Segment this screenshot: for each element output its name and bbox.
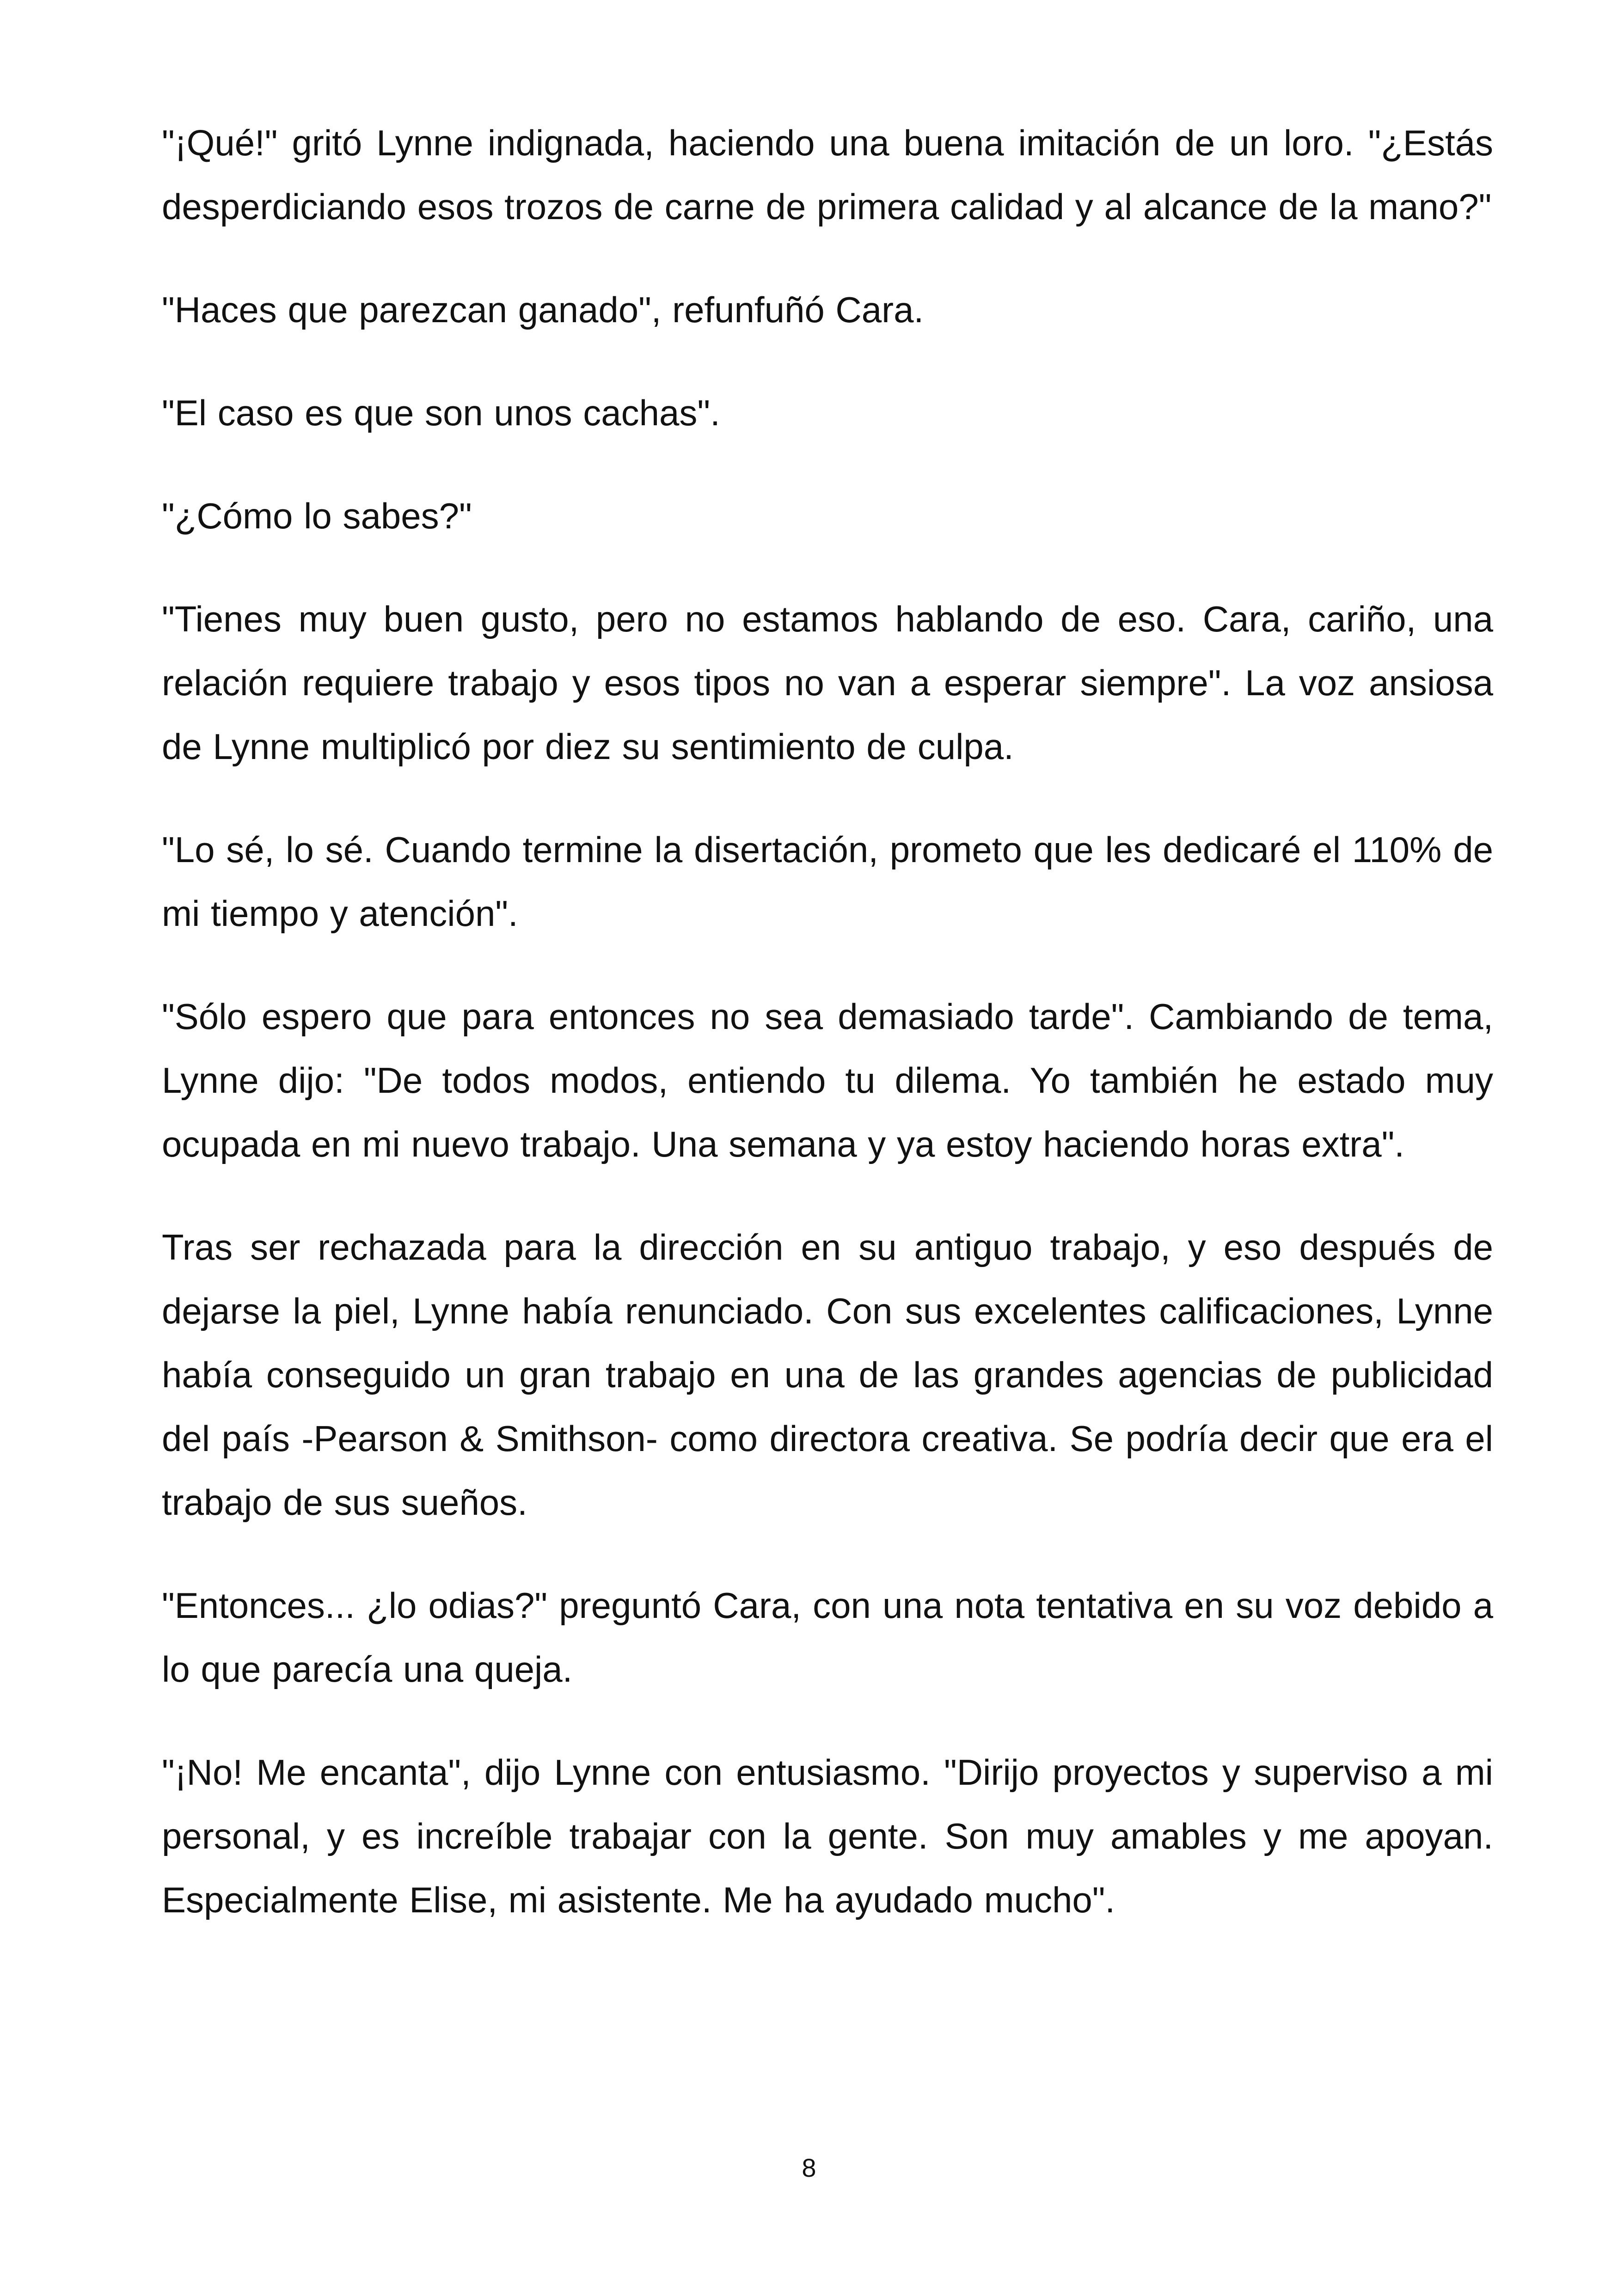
paragraph: "El caso es que son unos cachas". (162, 392, 720, 433)
paragraph: "¡No! Me encanta", dijo Lynne con entusiasmo. "Dirijo proyectos y superviso a mi personal, y es increíble trabajar con la gente. Son muy amables y me apoyan. Especialmente Elise, mi asistente. Me ha ayudado mucho". (162, 1752, 1493, 1920)
paragraph: Tras ser rechazada para la dirección en su antiguo trabajo, y eso después de dejarse la piel, Lynne había renunciado. Con sus excelentes calificaciones, Lynne había conseguido un gran trabajo en una de las grandes agencias de publicidad del país -Pearson & Smithson- como directora creativa. Se podría decir que era el trabajo de sus sueños. (162, 1227, 1493, 1523)
paragraph: "Sólo espero que para entonces no sea demasiado tarde". Cambiando de tema, Lynne dijo: "De todos modos, entiendo tu dilema. Yo también he estado muy ocupada en mi nuevo trabajo. Una semana y ya estoy haciendo horas extra". (162, 996, 1493, 1164)
page-number: 8 (802, 2153, 816, 2182)
paragraph: "Entonces... ¿lo odias?" preguntó Cara, con una nota tentativa en su voz debido a lo que parecía una queja. (162, 1585, 1493, 1690)
paragraph: "Lo sé, lo sé. Cuando termine la disertación, prometo que les dedicaré el 110% de mi tiempo y atención". (162, 829, 1493, 934)
paragraph: "¡Qué!" gritó Lynne indignada, haciendo una buena imitación de un loro. "¿Estás desperdiciando esos trozos de carne de primera calidad y al alcance de la mano?" (162, 122, 1493, 227)
body-text (162, 111, 1493, 1971)
paragraph: "Tienes muy buen gusto, pero no estamos hablando de eso. Cara, cariño, una relación requiere trabajo y esos tipos no van a esperar siempre". La voz ansiosa de Lynne multiplicó por diez su sentimiento de culpa. (162, 599, 1493, 767)
paragraph: "Haces que parezcan ganado", refunfuñó Cara. (162, 289, 924, 330)
paragraph: "¿Cómo lo sabes?" (162, 496, 472, 536)
